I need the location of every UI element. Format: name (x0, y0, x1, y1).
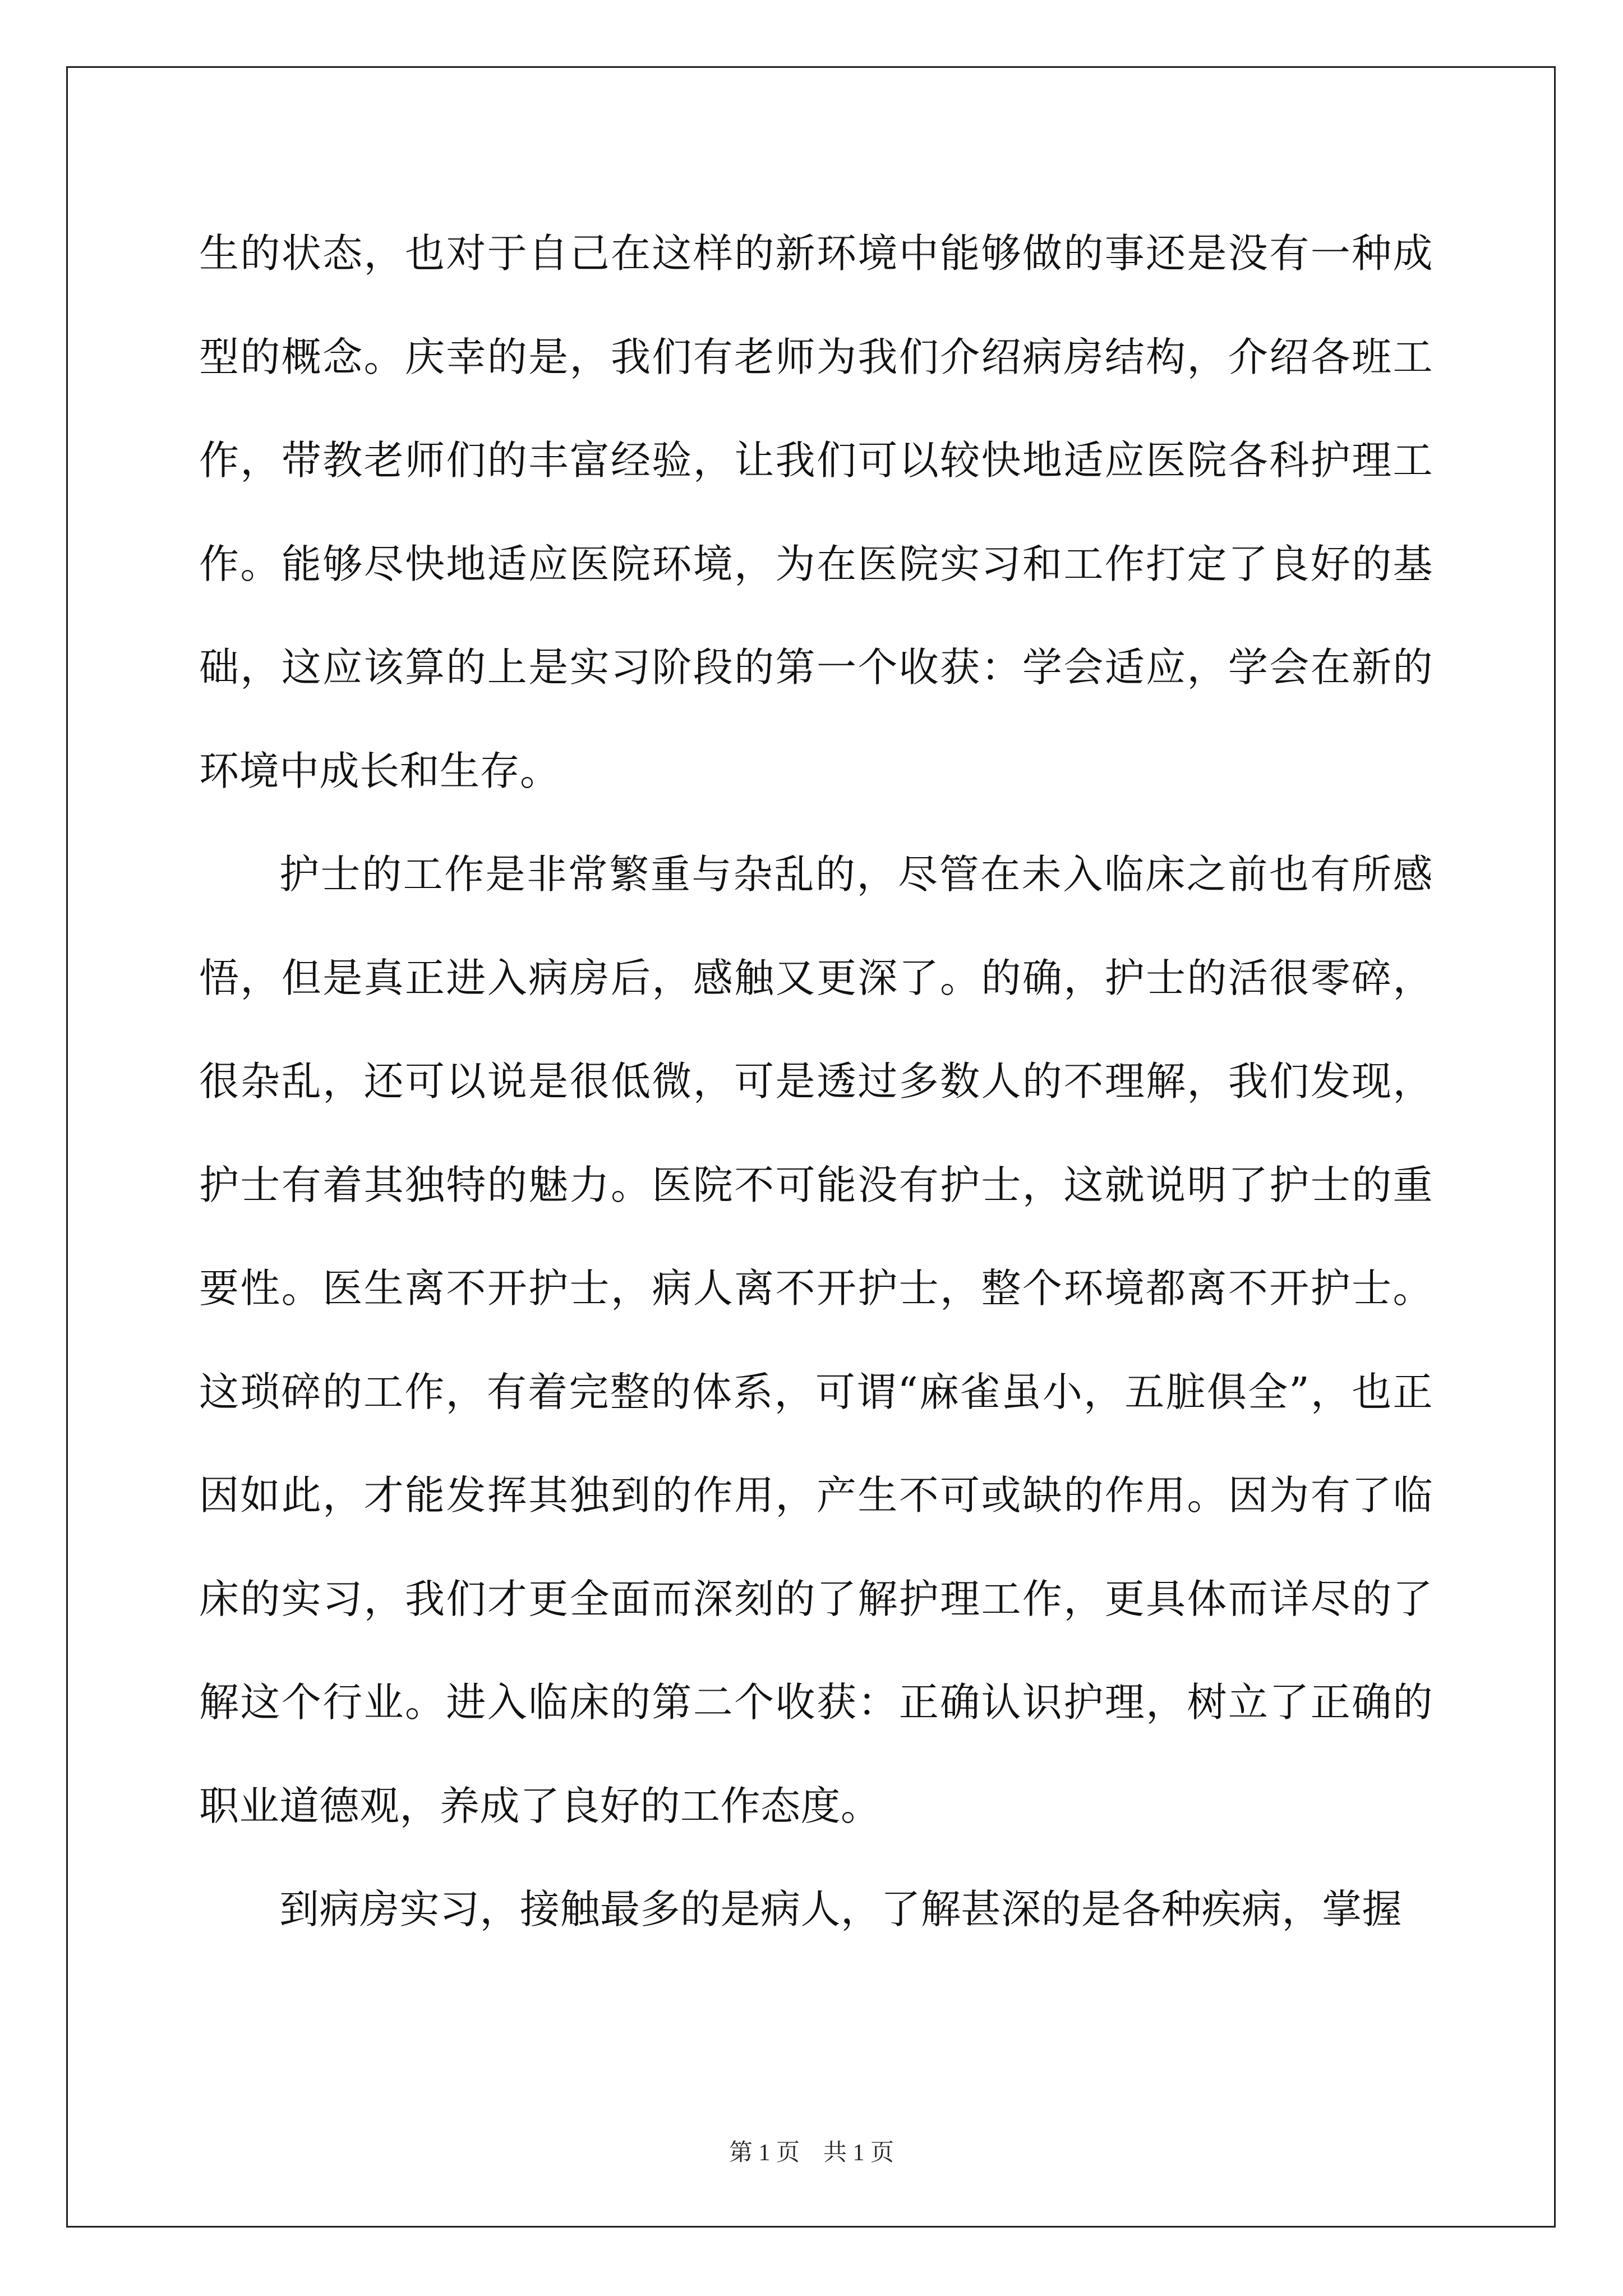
paragraph-2: 护士的工作是非常繁重与杂乱的，尽管在未入临床之前也有所感悟，但是真正进入病房后，感触又更深了。的确，护士的活很零碎，很杂乱，还可以说是很低微，可是透过多数人的不理解，我们发现，护士有着其独特的魅力。医院不可能没有护士，这就说明了护士的重要性。医生离不开护士，病人离不开护士，整个环境都离不开护士。这琐碎的工作，有着完整的体系，可谓“麻雀虽小，五脏俱全”，也正因如此，才能发挥其独到的作用，产生不可或缺的作用。因为有了临床的实习，我们才更全面而深刻的了解护理工作，更具体而详尽的了解这个行业。进入临床的第二个收获：正确认识护理，树立了正确的职业道德观，养成了良好的工作态度。 (199, 851, 1433, 1829)
page-footer: 第 1 页 共 1 页 (728, 2140, 894, 2166)
paragraph-3: 到病房实习，接触最多的是病人，了解甚深的是各种疾病，掌握 (279, 1886, 1403, 1932)
document-body (199, 202, 1433, 1962)
paragraph-1: 生的状态，也对于自己在这样的新环境中能够做的事还是没有一种成型的概念。庆幸的是，我们有老师为我们介绍病房结构，介绍各班工作，带教老师们的丰富经验，让我们可以较快地适应医院各科护理工作。能够尽快地适应医院环境，为在医院实习和工作打定了良好的基础，这应该算的上是实习阶段的第一个收获：学会适应，学会在新的环境中成长和生存。 (199, 230, 1433, 794)
